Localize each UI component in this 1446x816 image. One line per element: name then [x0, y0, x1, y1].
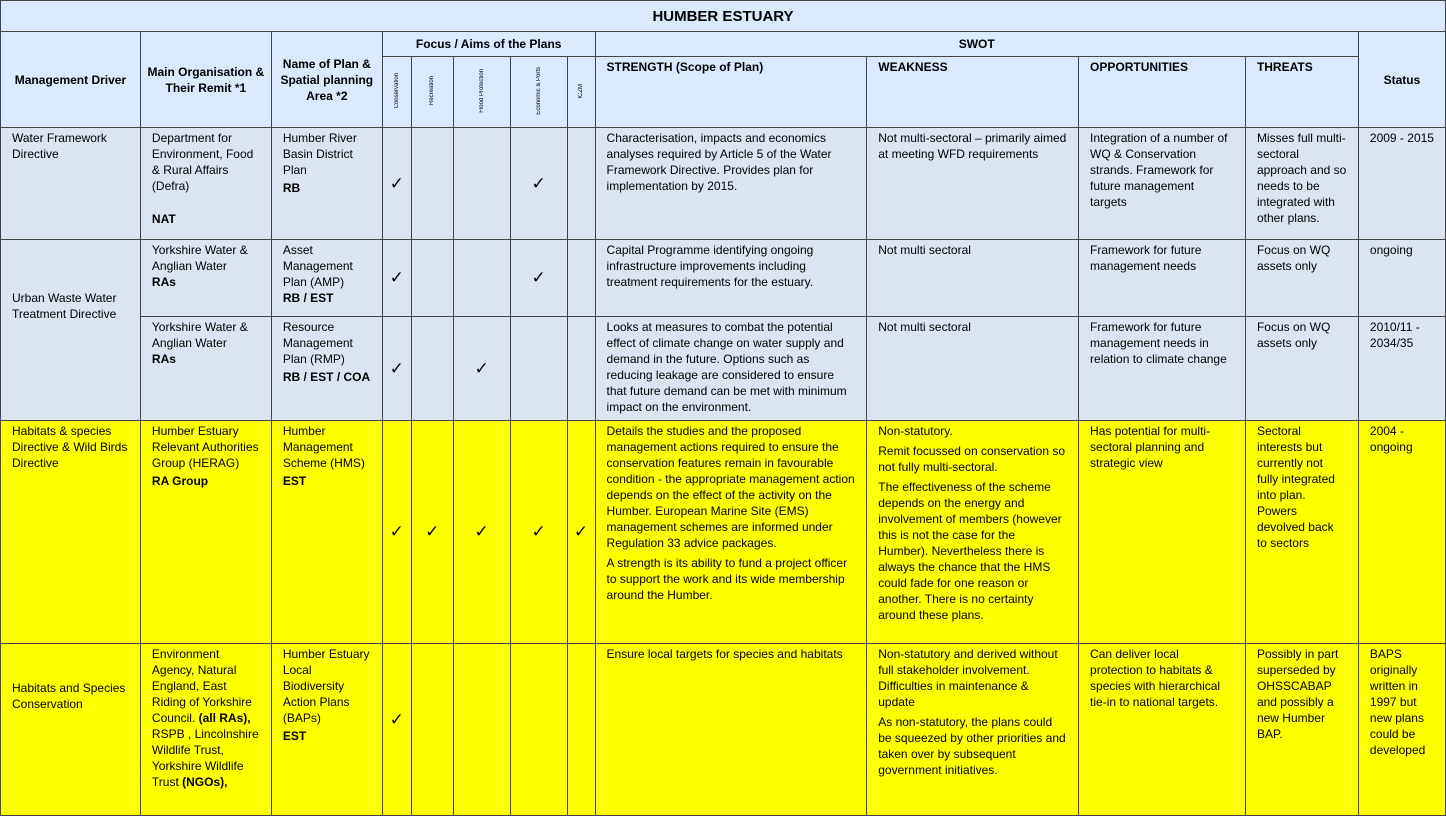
strength-cell: Ensure local targets for species and habitats	[595, 644, 867, 816]
weakness-cell: Non-statutory and derived without full stakeholder involvement. Difficulties in maintenance & update As non-statutory, the plans could be squeezed by other priorities and taken over by subsequent government initiatives.	[867, 644, 1079, 816]
weakness-cell: Not multi sectoral	[867, 240, 1079, 317]
focus-flood-protection: Flood Protection	[478, 69, 485, 113]
plan-cell: Humber Management Scheme (HMS) EST	[271, 421, 382, 644]
strength-cell: Looks at measures to combat the potential effect of climate change on water supply and demand in the future. Options such as reducing leakage are considered to ensure that future demand can be met with minimum impact on the environment.	[595, 317, 867, 421]
status-cell: ongoing	[1358, 240, 1445, 317]
focus-iczm: ICZM	[578, 83, 585, 99]
strength-cell: Details the studies and the proposed management actions required to ensure the conservation features remain in favourable condition - the appropriate management action depends on the effect of the activity on the Humber. European Marine Site (EMS) management schemes are informed under Regulation 33 advice packages. A strength is its ability to fund a project officer to support the work and its wide membership around the Humber.	[595, 421, 867, 644]
org-cell: Department for Environment, Food & Rural Affairs (Defra) NAT	[140, 128, 271, 240]
header-status: Status	[1358, 32, 1445, 128]
plan-cell: Asset Management Plan (AMP) RB / EST	[271, 240, 382, 317]
focus-recreation: Recreation	[429, 76, 436, 106]
tick-icon: ✓	[382, 128, 411, 240]
strength-cell: Capital Programme identifying ongoing infrastructure improvements including treatment requirements for the estuary.	[595, 240, 867, 317]
threats-cell: Focus on WQ assets only	[1245, 317, 1358, 421]
weakness-cell: Not multi-sectoral – primarily aimed at meeting WFD requirements	[867, 128, 1079, 240]
tick-icon: ✓	[382, 644, 411, 816]
tick-icon: ✓	[567, 421, 595, 644]
plan-cell: Humber River Basin District Plan RB	[271, 128, 382, 240]
driver-cell: Habitats & species Directive & Wild Birds Directive	[1, 421, 141, 644]
threats-cell: Misses full multi-sectoral approach and so needs to be integrated with other plans.	[1245, 128, 1358, 240]
plan-cell: Humber Estuary Local Biodiversity Action Plans (BAPs) EST	[271, 644, 382, 816]
driver-cell: Water Framework Directive	[1, 128, 141, 240]
threats-cell: Sectoral interests but currently not fully integrated into plan. Powers devolved back to sectors	[1245, 421, 1358, 644]
tick-icon: ✓	[382, 317, 411, 421]
tick-icon: ✓	[510, 421, 567, 644]
tick-icon: ✓	[453, 317, 510, 421]
table-row	[1, 240, 1446, 317]
tick-icon: ✓	[382, 240, 411, 317]
driver-cell: Urban Waste Water Treatment Directive	[1, 240, 141, 421]
header-strength: STRENGTH (Scope of Plan)	[595, 57, 867, 128]
opportunities-cell: Integration of a number of WQ & Conservation strands. Framework for future management targets	[1079, 128, 1246, 240]
org-cell: Yorkshire Water & Anglian Water RAs	[140, 240, 271, 317]
opportunities-cell: Framework for future management needs in relation to climate change	[1079, 317, 1246, 421]
header-weakness: WEAKNESS	[867, 57, 1079, 128]
threats-cell: Possibly in part superseded by OHSSCABAP and possibly a new Humber BAP.	[1245, 644, 1358, 816]
table-title: HUMBER ESTUARY	[1, 1, 1446, 32]
table-row	[1, 421, 1446, 644]
status-cell: BAPS originally written in 1997 but new plans could be developed	[1358, 644, 1445, 816]
strength-cell: Characterisation, impacts and economics analyses required by Article 5 of the Water Framework Directive. Provides plan for implementation by 2015.	[595, 128, 867, 240]
header-organisation: Main Organisation & Their Remit *1	[140, 32, 271, 128]
table-row	[1, 317, 1446, 421]
weakness-cell: Non-statutory. Remit focussed on conservation so not fully multi-sectoral. The effectiveness of the scheme depends on the energy and involvement of members (however this is not the case for the Humber). Nevertheless there is always the chance that the HMS could fade for one reason or another. There is no certainty around these plans.	[867, 421, 1079, 644]
opportunities-cell: Framework for future management needs	[1079, 240, 1246, 317]
org-cell: Humber Estuary Relevant Authorities Group (HERAG) RA Group	[140, 421, 271, 644]
threats-cell: Focus on WQ assets only	[1245, 240, 1358, 317]
opportunities-cell: Can deliver local protection to habitats & species with hierarchical tie-in to national targets.	[1079, 644, 1246, 816]
table-row	[1, 644, 1446, 816]
table-row	[1, 128, 1446, 240]
tick-icon: ✓	[453, 421, 510, 644]
focus-economic-ports: Economic & Ports	[535, 67, 542, 115]
status-cell: 2004 - ongoing	[1358, 421, 1445, 644]
tick-icon: ✓	[411, 421, 453, 644]
header-plan: Name of Plan & Spatial planning Area *2	[271, 32, 382, 128]
plan-cell: Resource Management Plan (RMP) RB / EST / COA	[271, 317, 382, 421]
tick-icon: ✓	[510, 128, 567, 240]
driver-cell: Habitats and Species Conservation	[1, 644, 141, 816]
org-cell: Environment Agency, Natural England, East Riding of Yorkshire Council. (all RAs), RSPB , Lincolnshire Wildlife Trust, Yorkshire Wildlife Trust (NGOs),	[140, 644, 271, 816]
org-cell: Yorkshire Water & Anglian Water RAs	[140, 317, 271, 421]
header-focus: Focus / Aims of the Plans	[382, 32, 595, 57]
header-swot: SWOT	[595, 32, 1358, 57]
status-cell: 2010/11 - 2034/35	[1358, 317, 1445, 421]
status-cell: 2009 - 2015	[1358, 128, 1445, 240]
header-opportunities: OPPORTUNITIES	[1079, 57, 1246, 128]
header-threats: THREATS	[1245, 57, 1358, 128]
tick-icon: ✓	[382, 421, 411, 644]
weakness-cell: Not multi sectoral	[867, 317, 1079, 421]
header-driver: Management Driver	[1, 32, 141, 128]
opportunities-cell: Has potential for multi-sectoral planning and strategic view	[1079, 421, 1246, 644]
tick-icon: ✓	[510, 240, 567, 317]
focus-conservation: Conservation	[393, 73, 400, 109]
